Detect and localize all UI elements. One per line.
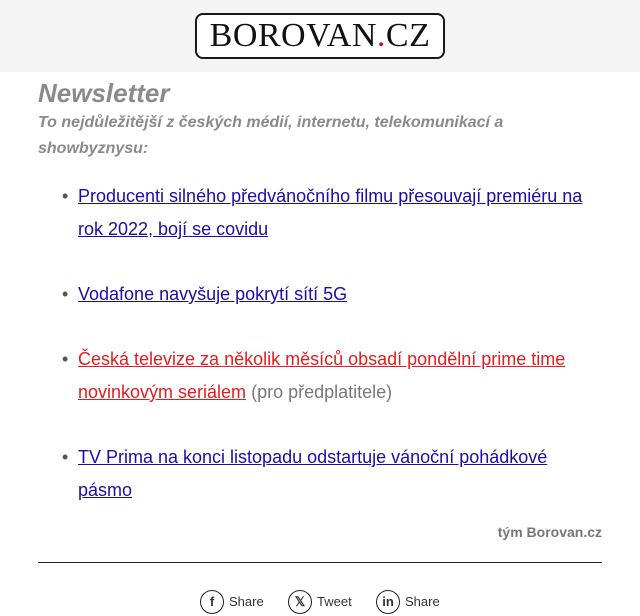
facebook-share-label: Share [229, 594, 264, 609]
facebook-share-button[interactable] [200, 590, 264, 616]
newsletter-subtitle: To nejdůležitější z českých médií, internetu, telekomunikací a showbyznysu: [38, 114, 504, 157]
bullet-icon: • [62, 349, 69, 369]
linkedin-share-button[interactable] [376, 590, 440, 616]
bullet-icon: • [62, 284, 69, 304]
linkedin-share-label: Share [405, 594, 440, 609]
article-link-4[interactable]: TV Prima na konci listopadu odstartuje vánoční pohádkové pásmo [78, 447, 548, 500]
facebook-icon: f [200, 590, 224, 614]
divider [38, 562, 602, 563]
article-list [38, 180, 602, 507]
newsletter-title: Newsletter [38, 78, 170, 108]
x-twitter-icon: 𝕏 [288, 590, 312, 614]
list-item [38, 441, 602, 507]
newsletter-content [38, 78, 602, 539]
linkedin-icon: in [376, 590, 400, 614]
logo-tld: CZ [385, 17, 431, 54]
logo-dot: . [376, 17, 386, 54]
article-link-2[interactable]: Vodafone navyšuje pokrytí sítí 5G [78, 284, 348, 304]
article-link-3-premium[interactable]: Česká televize za několik měsíců obsadí pondělní prime time novinkovým seriálem [78, 349, 566, 402]
bullet-icon: • [62, 186, 69, 206]
list-item [38, 343, 602, 409]
borovan-logo[interactable] [195, 13, 445, 59]
subscriber-note: (pro předplatitele) [251, 382, 393, 402]
signature: tým Borovan.cz [497, 524, 602, 540]
logo-main: BOROVAN [209, 17, 377, 54]
list-item [38, 180, 602, 246]
list-item [38, 278, 602, 311]
bullet-icon: • [62, 447, 69, 467]
header [0, 0, 640, 72]
article-link-1[interactable]: Producenti silného předvánočního filmu přesouvají premiéru na rok 2022, bojí se covidu [78, 186, 583, 239]
twitter-tweet-button[interactable] [288, 590, 352, 616]
tweet-label: Tweet [317, 594, 352, 609]
